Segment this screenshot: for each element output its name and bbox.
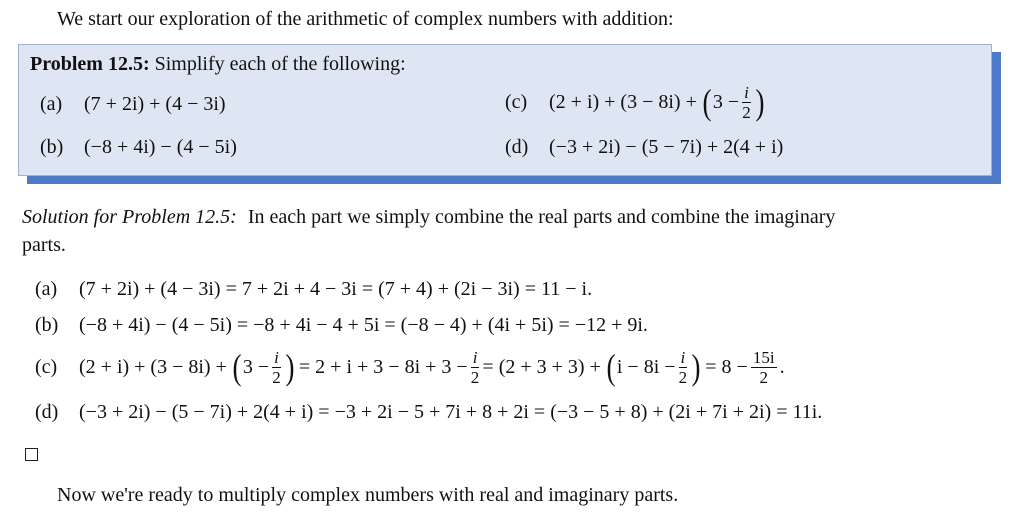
solution-c-p7: . — [779, 355, 785, 378]
solution-c-p3: = 2 + i + 3 − 8i + 3 − — [298, 355, 468, 378]
solution-heading: Solution for Problem 12.5: — [22, 206, 237, 228]
problem-c-label: (c) — [505, 90, 528, 113]
solution-c-frac1-num: i — [274, 347, 279, 367]
problem-b-expr: (−8 + 4i) − (4 − 5i) — [84, 136, 237, 158]
solution-d-expr: (−3 + 2i) − (5 − 7i) + 2(4 + i) = −3 + 2i − 5 + 7i + 8 + 2i = (−3 − 5 + 8) + (2i + 7i + 2i) = 11i. — [79, 401, 823, 423]
solution-a-label: (a) — [35, 278, 58, 300]
solution-c-frac2-num: i — [472, 347, 478, 367]
problem-c-open-paren: ( — [702, 82, 712, 122]
solution-part-c — [35, 346, 785, 388]
solution-c-label: (c) — [35, 355, 58, 378]
qed-square-icon — [25, 448, 38, 461]
outro-text: Now we're ready to multiply complex numbers with real and imaginary parts. — [57, 484, 679, 506]
problem-c-fraction-num: i — [744, 82, 749, 102]
problem-b-label: (b) — [40, 136, 64, 158]
solution-body-2: parts. — [22, 234, 66, 256]
solution-c-fraction-2 — [471, 349, 480, 386]
problem-part-c — [505, 82, 766, 122]
solution-c-open-paren-2: ( — [606, 347, 616, 387]
problem-title-rest: Simplify each of the following: — [154, 53, 406, 75]
solution-part-b — [35, 314, 648, 337]
problem-d-label: (d) — [505, 136, 529, 158]
solution-c-open-paren-1: ( — [232, 347, 242, 387]
problem-c-expr-pre: (2 + i) + (3 − 8i) + — [549, 90, 697, 113]
solution-c-frac4-num: 15i — [752, 347, 775, 367]
problem-c-inner: 3 − — [712, 90, 740, 113]
solution-c-frac1-den: 2 — [272, 367, 281, 387]
solution-c-fraction-3 — [679, 349, 688, 386]
solution-c-p6: = 8 − — [705, 355, 748, 378]
solution-d-label: (d) — [35, 401, 59, 423]
problem-title — [30, 53, 406, 76]
solution-c-frac2-den: 2 — [470, 367, 480, 387]
solution-c-p5: i − 8i − — [616, 355, 676, 378]
solution-c-frac4-den: 2 — [759, 367, 768, 387]
solution-c-close-paren-1: ) — [285, 347, 295, 387]
problem-a-expr: (7 + 2i) + (4 − 3i) — [84, 93, 226, 115]
solution-part-a — [35, 278, 592, 301]
problem-part-d — [505, 136, 783, 159]
problem-c-fraction-den: 2 — [742, 102, 751, 122]
solution-body-1: In each part we simply combine the real parts and combine the imaginary — [247, 206, 836, 228]
intro-text: We start our exploration of the arithmetic of complex numbers with addition: — [57, 8, 674, 30]
problem-c-close-paren: ) — [755, 82, 765, 122]
solution-c-frac3-den: 2 — [678, 367, 688, 387]
problem-d-expr: (−3 + 2i) − (5 − 7i) + 2(4 + i) — [549, 136, 784, 158]
problem-a-label: (a) — [40, 93, 63, 115]
solution-c-fraction-4 — [751, 349, 777, 386]
solution-c-p4: = (2 + 3 + 3) + — [482, 355, 601, 378]
problem-part-a — [40, 93, 226, 116]
solution-b-label: (b) — [35, 314, 59, 336]
solution-c-frac3-num: i — [680, 347, 686, 367]
solution-c-close-paren-2: ) — [691, 347, 701, 387]
problem-c-fraction — [742, 84, 751, 121]
solution-b-expr: (−8 + 4i) − (4 − 5i) = −8 + 4i − 4 + 5i = (−8 − 4) + (4i + 5i) = −12 + 9i. — [79, 314, 648, 336]
solution-c-fraction-1 — [272, 349, 281, 386]
problem-title-bold: Problem 12.5: — [30, 53, 150, 75]
solution-a-expr: (7 + 2i) + (4 − 3i) = 7 + 2i + 4 − 3i = (7 + 4) + (2i − 3i) = 11 − i. — [79, 278, 593, 300]
solution-line-1 — [22, 206, 835, 229]
solution-c-p2: 3 − — [242, 355, 270, 378]
problem-part-b — [40, 136, 237, 159]
solution-part-d — [35, 401, 822, 424]
solution-c-p1: (2 + i) + (3 − 8i) + — [79, 355, 227, 378]
